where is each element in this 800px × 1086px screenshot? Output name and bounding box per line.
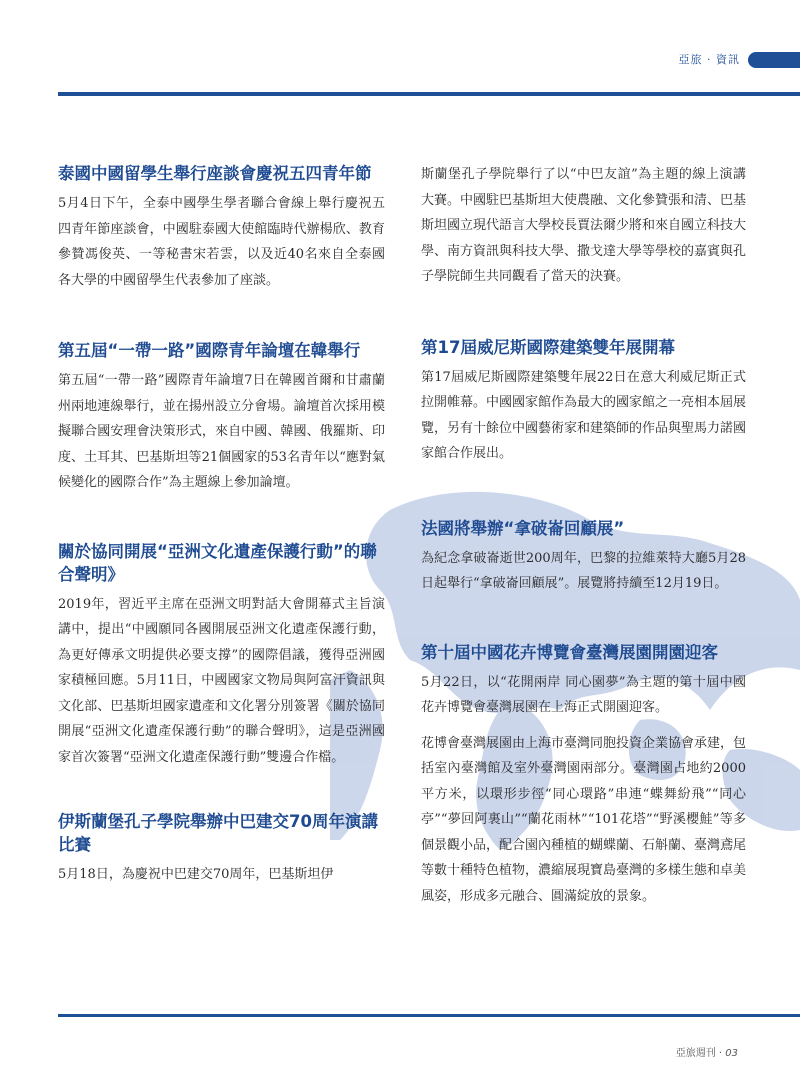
article-title: 第十屆中國花卉博覽會臺灣展園開園迎客	[421, 642, 718, 662]
article	[421, 517, 746, 597]
article-body: 5月22日，以“花開兩岸 同心園夢”為主題的第十屆中國花卉博覽會臺灣展園在上海正式開園迎客。	[421, 674, 746, 715]
article	[421, 336, 746, 467]
article-title: 伊斯蘭堡孔子學院舉辦中巴建交70周年演講比賽	[58, 812, 378, 854]
header-accent-bar	[748, 52, 800, 68]
article-body: 為紀念拿破崙逝世200周年，巴黎的拉維萊特大廳5月28日起舉行“拿破崙回顧展”。展覽將持續至12月19日。	[421, 550, 746, 591]
page-footer	[676, 1044, 738, 1059]
publication-name: 亞旅週刊 ·	[675, 1048, 726, 1059]
article-title: 法國將舉辦“拿破崙回顧展”	[421, 518, 625, 538]
left-column	[58, 162, 385, 888]
article-body: 第17屆威尼斯國際建築雙年展22日在意大利威尼斯正式拉開帷幕。中國國家館作為最大的國家館之一亮相本屆展覽，另有十餘位中國藝術家和建築師的作品與聖馬力諾國家館合作展出。	[421, 369, 747, 461]
article-body: 第五屆“一帶一路”國際青年論壇7日在韓國首爾和甘肅蘭州兩地連線舉行，並在揚州設立分會場。論壇首次採用模擬聯合國安理會決策形式，來自中國、韓國、俄羅斯、印度、土耳其、巴基斯坦等21個國家的53名青年以“應對氣候變化的國際合作”為主題線上參加論壇。	[58, 373, 385, 490]
article	[58, 162, 385, 293]
article	[58, 540, 385, 771]
bottom-rule	[58, 1014, 800, 1017]
article-body: 5月18日，為慶祝中巴建交70周年，巴基斯坦伊	[58, 867, 334, 882]
article-continuation	[421, 162, 746, 290]
right-column	[421, 162, 746, 909]
article-body: 斯蘭堡孔子學院舉行了以“中巴友誼”為主題的線上演講大賽。中國駐巴基斯坦大使農融、文化參贊張和清、巴基斯坦國立現代語言大學校長賈法爾少將和來自國立科技大學、南方資訊與科技大學、撒戈達大學等學校的嘉賓與孔子學院師生共同觀看了當天的決賽。	[421, 167, 747, 284]
article	[58, 810, 385, 888]
article-title: 關於協同開展“亞洲文化遺產保護行動”的聯合聲明》	[58, 541, 377, 584]
article-body: 2019年，習近平主席在亞洲文明對話大會開幕式主旨演講中，提出“中國願同各國開展亞洲文化遺產保護行動，為更好傳承文明提供必要支撐”的國際倡議，獲得亞洲國家積極回應。5月11日，中國國家文物局與阿富汗資訊與文化部、巴基斯坦國家遺產和文化署分別簽署《關於協同開展“亞洲文化遺產保護行動”的聯合聲明》，這是亞洲國家首次簽署“亞洲文化遺產保護行動”雙邊合作檔。	[58, 596, 385, 765]
article	[58, 339, 385, 496]
article-title: 第17屆威尼斯國際建築雙年展開幕	[421, 337, 675, 357]
section-label: 亞旅 · 資訊	[678, 53, 740, 66]
article-body: 花博會臺灣展園由上海市臺灣同胞投資企業協會承建，包括室內臺灣館及室外臺灣園兩部分。臺灣園占地約2000平方米，以環形步徑“同心環路”串連“蝶舞紛飛”“同心亭”“夢回阿裏山”“蘭花雨林”“101花塔”“野溪櫻鮭”等多個景觀小品，配合園內種植的蝴蝶蘭、石斛蘭、臺灣鳶尾等數十種特色植物，濃縮展現寶島臺灣的多樣生態和卓美風姿，形成多元融合、圓滿綻放的景象。	[421, 735, 747, 904]
article-body: 5月4日下午，全泰中國學生學者聯合會線上舉行慶祝五四青年節座談會，中國駐泰國大使館臨時代辦楊欣、教育參贊馮俊英、一等秘書宋若雲，以及近40名來自全泰國各大學的中國留學生代表參加了座談。	[58, 196, 385, 288]
article	[421, 641, 746, 910]
top-rule	[58, 92, 800, 96]
page-number: 03	[725, 1048, 738, 1059]
article-title: 泰國中國留學生舉行座談會慶祝五四青年節	[58, 164, 372, 183]
article-title: 第五屆“一帶一路”國際青年論壇在韓舉行	[58, 341, 361, 360]
